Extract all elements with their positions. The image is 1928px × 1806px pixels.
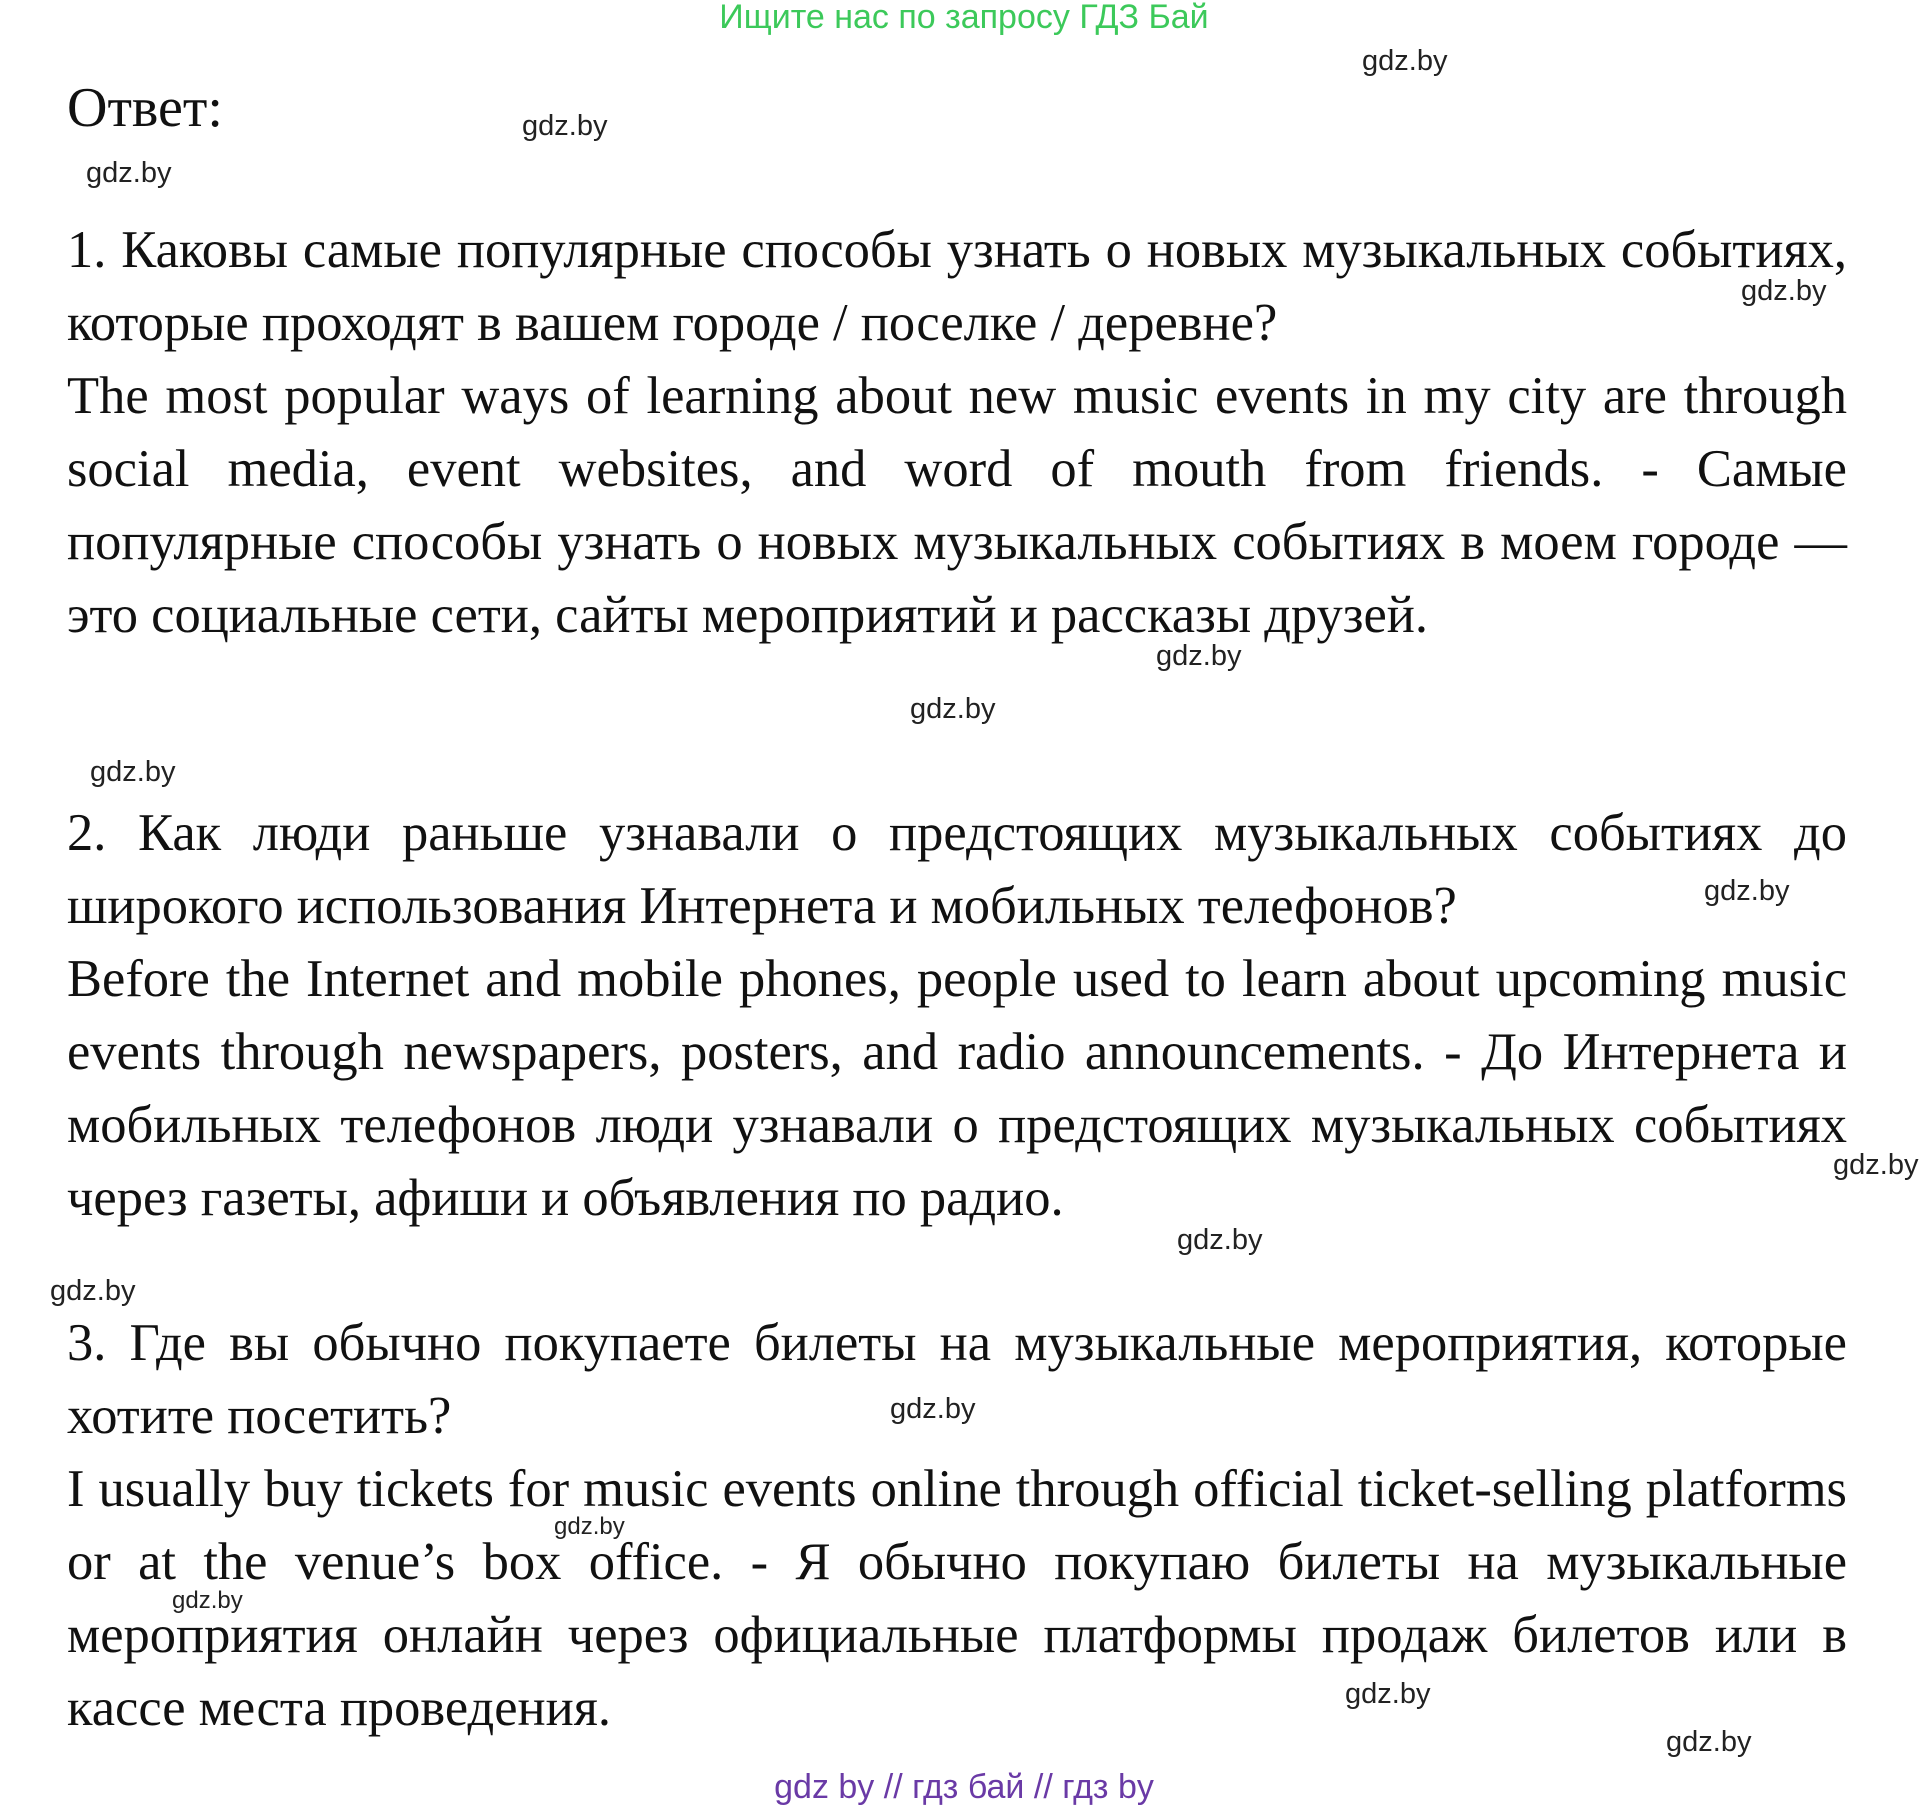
watermark: gdz.by <box>1345 1678 1431 1710</box>
question-block-3 <box>67 1307 1847 1745</box>
watermark: gdz.by <box>50 1275 136 1307</box>
watermark: gdz.by <box>554 1513 625 1540</box>
watermark: gdz.by <box>172 1587 243 1614</box>
watermark: gdz.by <box>1741 275 1827 307</box>
question-text: 1. Каковы самые популярные способы узнать о новых музыкальных событиях, которые проходят в вашем городе / поселке / деревне? <box>67 221 1847 352</box>
question-block-2 <box>67 797 1847 1235</box>
watermark: gdz.by <box>522 110 608 142</box>
question-block-1 <box>67 214 1847 652</box>
answer-text: Before the Internet and mobile phones, people used to learn about upcoming music events through newspapers, posters, and radio announcements. - До Интернета и мобильных телефонов люди узнавали о предстоящих музыкальных событиях через газеты, афиши и объявления по радио. <box>67 950 1847 1227</box>
watermark: gdz.by <box>1362 45 1448 77</box>
question-text: 3. Где вы обычно покупаете билеты на музыкальные мероприятия, которые хотите посетить? <box>67 1314 1847 1445</box>
watermark: gdz.by <box>1666 1726 1752 1758</box>
watermark: gdz.by <box>86 157 172 189</box>
question-text: 2. Как люди раньше узнавали о предстоящих музыкальных событиях до широкого использования Интернета и мобильных телефонов? <box>67 804 1847 935</box>
watermark: gdz.by <box>1177 1224 1263 1256</box>
answer-text: I usually buy tickets for music events online through official ticket-selling platforms or at the venue’s box office. - Я обычно покупаю билеты на музыкальные мероприятия онлайн через официальные платформы продаж билетов или в кассе места проведения. <box>67 1460 1847 1737</box>
top-banner: Ищите нас по запросу ГДЗ Бай <box>719 0 1209 36</box>
watermark: gdz.by <box>1833 1149 1919 1181</box>
watermark: gdz.by <box>910 693 996 725</box>
watermark: gdz.by <box>90 756 176 788</box>
answer-text: The most popular ways of learning about new music events in my city are through social media, event websites, and word of mouth from friends. - Самые популярные способы узнать о новых музыкальных событиях в моем городе — это социальные сети, сайты мероприятий и рассказы друзей. <box>67 367 1847 644</box>
watermark: gdz.by <box>1704 875 1790 907</box>
footer-links: gdz by // гдз бай // гдз by <box>774 1768 1154 1806</box>
answer-heading: Ответ: <box>67 77 223 139</box>
watermark: gdz.by <box>890 1393 976 1425</box>
watermark: gdz.by <box>1156 640 1242 672</box>
